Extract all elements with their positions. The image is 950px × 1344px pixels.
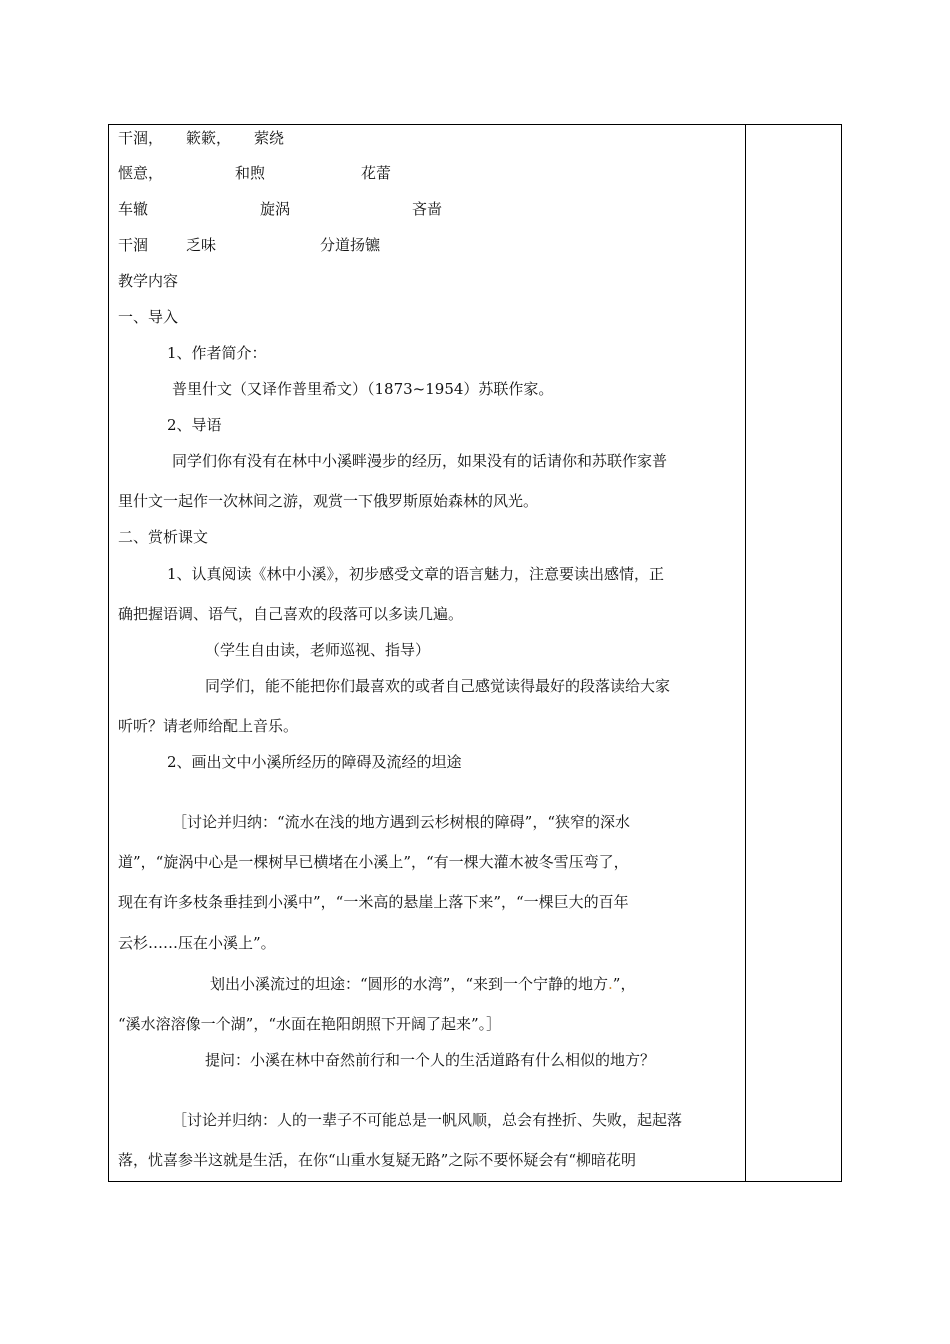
- paragraph-text: 划出小溪流过的坦途：“圆形的水湾”，“来到一个宁静的地方: [210, 975, 609, 993]
- paragraph-line: 落，忧喜参半这就是生活，在你“山重水复疑无路”之际不要怀疑会有“柳暗花明: [118, 1151, 637, 1169]
- section-heading: 教学内容: [118, 272, 179, 290]
- paragraph-line: 道”，“旋涡中心是一棵树早已横堵在小溪上”，“有一棵大灌木被冬雪压弯了，: [118, 853, 629, 871]
- paragraph-line: 确把握语调、语气，自己喜欢的段落可以多读几遍。: [118, 605, 464, 623]
- vocab-word: 惬意，: [118, 164, 164, 182]
- vocab-word: 干涸，: [118, 129, 164, 147]
- paragraph-line: 云杉……压在小溪上”。: [118, 934, 276, 952]
- vocab-word: 旋涡: [260, 200, 291, 218]
- paragraph-line: [210, 974, 635, 994]
- vocab-word: 干涸: [118, 236, 149, 254]
- vocab-word: 花蕾: [361, 164, 392, 182]
- question-line: 提问：小溪在林中奋然前行和一个人的生活道路有什么相似的地方？: [205, 1051, 656, 1069]
- paragraph-line: ［讨论并归纳：“流水在浅的地方遇到云杉树根的障碍”，“狭窄的深水: [172, 813, 631, 831]
- paragraph-line: 同学们你有没有在林中小溪畔漫步的经历，如果没有的话请你和苏联作家普: [172, 452, 668, 470]
- vocab-word: 车辙: [118, 200, 149, 218]
- paragraph-line: ［讨论并归纳：人的一辈子不可能总是一帆风顺，总会有挫折、失败，起起落: [172, 1111, 683, 1129]
- paragraph-line: 1、认真阅读《林中小溪》，初步感受文章的语言魅力，注意要读出感情，正: [167, 565, 665, 583]
- vocab-word: 簌簌，: [186, 129, 232, 147]
- vocab-word: 吝啬: [412, 200, 443, 218]
- subsection-heading: 1、作者简介：: [167, 344, 267, 362]
- section-heading: 二、赏析课文: [118, 528, 209, 546]
- paragraph-line: 现在有许多枝条垂挂到小溪中”，“一米高的悬崖上落下来”，“一棵巨大的百年: [118, 893, 629, 911]
- emphasis-dot: .: [608, 975, 613, 993]
- section-heading: 一、导入: [118, 308, 179, 326]
- paragraph-line: 听听？请老师给配上音乐。: [118, 717, 299, 735]
- vocab-word: 分道扬镳: [320, 236, 381, 254]
- paragraph-line: 同学们，能不能把你们最喜欢的或者自己感觉读得最好的段落读给大家: [205, 677, 671, 695]
- paragraph-line: 里什文一起作一次林间之游，观赏一下俄罗斯原始森林的风光。: [118, 492, 539, 510]
- paragraph-text: ”，: [612, 975, 636, 993]
- vocab-word: 萦绕: [254, 129, 285, 147]
- subsection-heading: 2、画出文中小溪所经历的障碍及流经的坦途: [167, 753, 462, 771]
- paragraph-line: “溪水溶溶像一个湖”，“水面在艳阳朗照下开阔了起来”。］: [118, 1015, 502, 1033]
- paragraph-line: （学生自由读，老师巡视、指导）: [205, 641, 431, 659]
- vocab-word: 乏味: [186, 236, 217, 254]
- vocab-word: 和煦: [235, 164, 266, 182]
- table-column-divider: [745, 125, 746, 1181]
- paragraph-line: 普里什文（又译作普里希文）（1873~1954）苏联作家。: [172, 380, 554, 398]
- subsection-heading: 2、导语: [167, 416, 222, 434]
